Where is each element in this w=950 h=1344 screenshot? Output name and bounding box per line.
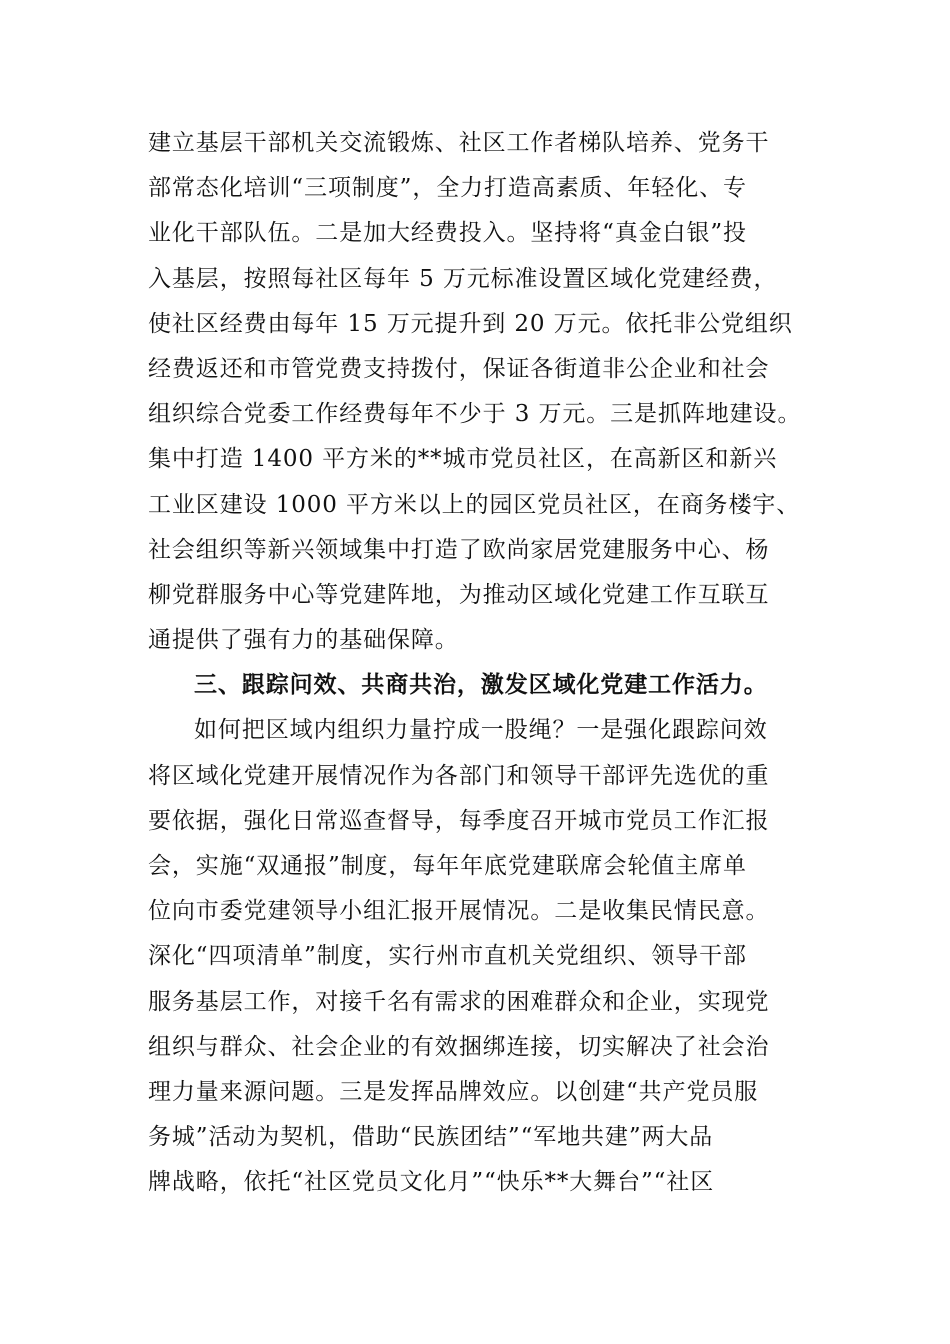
text-line-3: 业化干部队伍。二是加大经费投入。坚持将“真金白银”投 <box>148 220 747 247</box>
text-line-24: 牌战略，依托“社区党员文化月”“快乐**大舞台”“社区 <box>148 1169 715 1196</box>
text-line-11: 柳党群服务中心等党建阵地，为推动区域化党建工作互联互 <box>148 581 770 608</box>
text-line-6: 经费返还和市管党费支持拨付，保证各街道非公企业和社会 <box>148 355 770 382</box>
text-line-10: 社会组织等新兴领域集中打造了欧尚家居党建服务中心、杨 <box>148 536 770 563</box>
paragraph-first-line: 如何把区域内组织力量拧成一股绳？一是强化跟踪问效 <box>194 717 768 744</box>
text-line-19: 深化“四项清单”制度，实行州市直机关党组织、领导干部 <box>148 943 747 970</box>
text-line-9: 工业区建设 1000 平方米以上的园区党员社区，在商务楼宇、 <box>148 491 801 518</box>
text-line-8: 集中打造 1400 平方米的**城市党员社区，在高新区和新兴 <box>148 446 778 473</box>
text-line-5: 使社区经费由每年 15 万元提升到 20 万元。依托非公党组织 <box>148 310 793 337</box>
text-line-1: 建立基层干部机关交流锻炼、社区工作者梯队培养、党务干 <box>148 130 770 156</box>
text-line-16: 要依据，强化日常巡查督导，每季度召开城市党员工作汇报 <box>148 807 770 834</box>
text-line-23: 务城”活动为契机，借助“民族团结”“军地共建”两大品 <box>148 1124 714 1151</box>
text-line-18: 位向市委党建领导小组汇报开展情况。二是收集民情民意。 <box>148 898 770 925</box>
section-heading: 三、跟踪问效、共商共治，激发区域化党建工作活力。 <box>194 672 768 699</box>
text-line-22: 理力量来源问题。三是发挥品牌效应。以创建“共产党员服 <box>148 1078 759 1105</box>
text-line-12: 通提供了强有力的基础保障。 <box>148 627 459 654</box>
text-line-4: 入基层，按照每社区每年 5 万元标准设置区域化党建经费， <box>148 265 778 292</box>
text-line-20: 服务基层工作，对接千名有需求的困难群众和企业，实现党 <box>148 988 770 1015</box>
text-line-21: 组织与群众、社会企业的有效捆绑连接，切实解决了社会治 <box>148 1033 770 1060</box>
text-line-2: 部常态化培训“三项制度”，全力打造高素质、年轻化、专 <box>148 175 747 202</box>
text-line-17: 会，实施“双通报”制度，每年年底党建联席会轮值主席单 <box>148 853 747 879</box>
document-body <box>148 121 808 1206</box>
text-line-7: 组织综合党委工作经费每年不少于 3 万元。三是抓阵地建设。 <box>148 401 802 428</box>
text-line-15: 将区域化党建开展情况作为各部门和领导干部评先选优的重 <box>148 762 770 789</box>
